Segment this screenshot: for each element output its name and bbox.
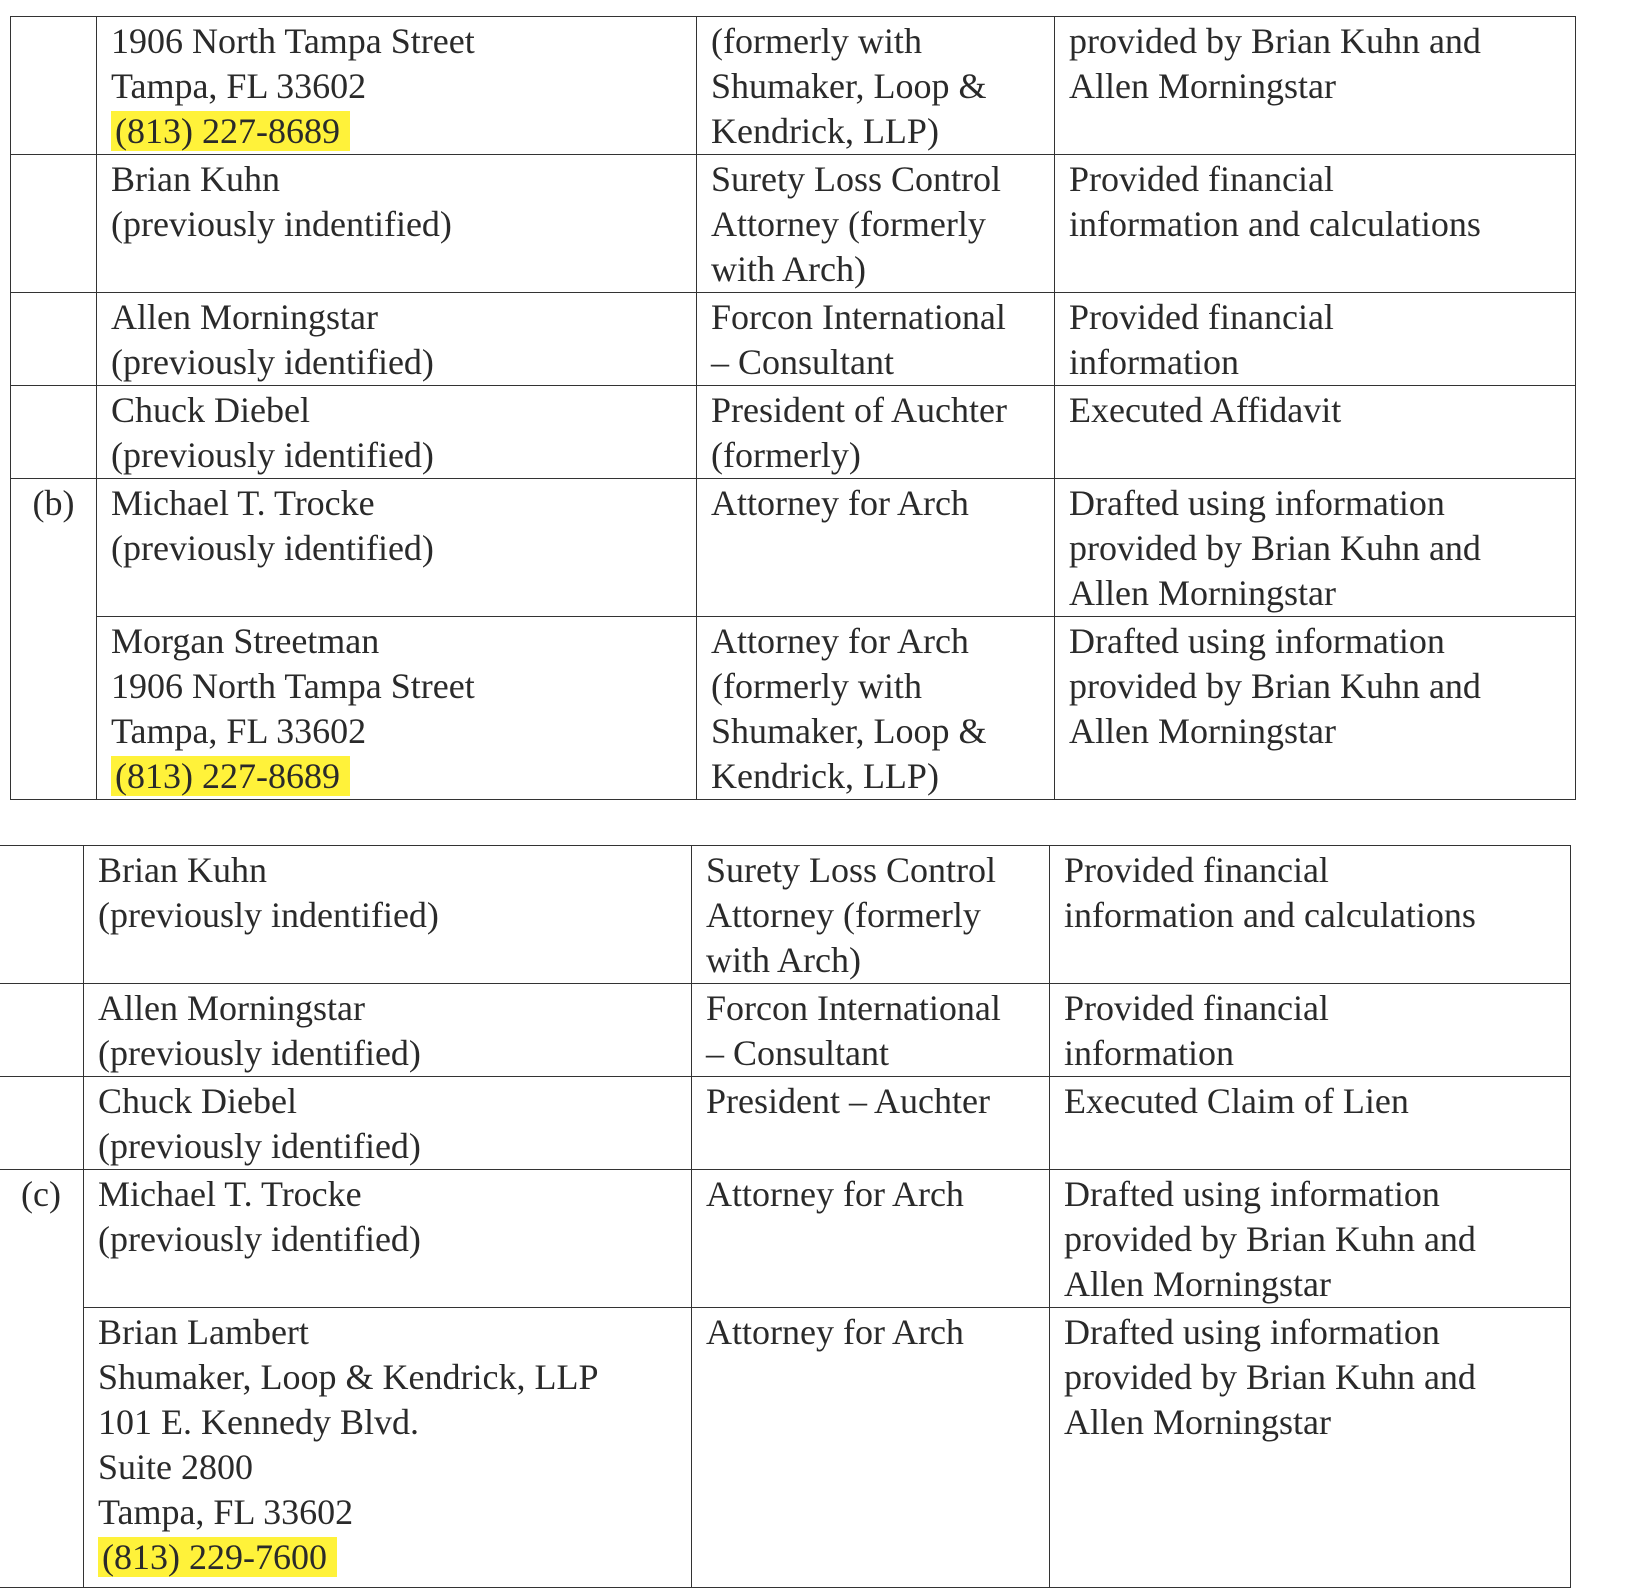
role-cell [692,846,1050,984]
name-line: Allen Morningstar [98,988,365,1028]
table-row [11,479,1576,617]
contribution-cell [1055,293,1576,386]
name-line: Morgan Streetman [111,621,380,661]
role-cell [697,386,1055,479]
name-line: Chuck Diebel [111,390,310,430]
role-line: Surety Loss Control [706,850,997,890]
role-cell [692,984,1050,1077]
contribution-cell [1055,155,1576,293]
name-line: Michael T. Trocke [98,1174,362,1214]
row-label-cell [0,984,84,1077]
contribution-line: Provided financial [1069,297,1334,337]
table-row [0,1308,1571,1588]
contribution-line: information and calculations [1069,204,1481,244]
contribution-cell [1055,479,1576,617]
role-line: Shumaker, Loop & [711,66,987,106]
contribution-cell [1055,617,1576,800]
table-row [11,293,1576,386]
name-line: 101 E. Kennedy Blvd. [98,1402,419,1442]
role-line: (formerly) [711,435,861,475]
name-cell [84,1077,692,1170]
contribution-line: Executed Claim of Lien [1064,1081,1409,1121]
phone-number-highlighted: (813) 227-8689 [111,756,350,796]
name-line: Chuck Diebel [98,1081,297,1121]
role-cell [692,1308,1050,1588]
role-line: Shumaker, Loop & [711,711,987,751]
contribution-cell [1055,17,1576,155]
contribution-line: Allen Morningstar [1069,711,1336,751]
row-label-cell [11,386,97,479]
table-row [11,386,1576,479]
role-line: Attorney for Arch [706,1174,964,1214]
role-line: (formerly with [711,666,922,706]
phone-number-highlighted: (813) 227-8689 [111,111,350,151]
table-row [11,155,1576,293]
name-line: Tampa, FL 33602 [111,711,367,751]
contribution-line: Provided financial [1069,159,1334,199]
table-row [11,617,1576,800]
name-line: 1906 North Tampa Street [111,21,475,61]
name-line: (previously identified) [111,435,434,475]
witness-table-top [10,16,1576,800]
role-line: (formerly with [711,21,922,61]
role-cell [697,479,1055,617]
contribution-line: provided by Brian Kuhn and [1069,21,1481,61]
name-line: (previously identified) [98,1126,421,1166]
role-line: Attorney (formerly [711,204,986,244]
row-label-cell [11,17,97,155]
name-cell [97,479,697,617]
row-label-cell [11,293,97,386]
name-line: (previously identified) [98,1033,421,1073]
contribution-line: information [1064,1033,1234,1073]
role-line: – Consultant [711,342,895,382]
name-cell [97,617,697,800]
contribution-line: Executed Affidavit [1069,390,1342,430]
name-cell [97,293,697,386]
name-line: Brian Lambert [98,1312,309,1352]
role-line: President of Auchter [711,390,1007,430]
role-line: Forcon International [706,988,1001,1028]
name-cell [84,984,692,1077]
name-line: Tampa, FL 33602 [98,1492,354,1532]
row-label-cell [0,846,84,984]
table-row [11,17,1576,155]
name-line: Allen Morningstar [111,297,378,337]
table-row [0,1077,1571,1170]
contribution-line: information [1069,342,1239,382]
contribution-cell [1050,846,1571,984]
name-cell [84,1308,692,1588]
name-line: Shumaker, Loop & Kendrick, LLP [98,1357,599,1397]
contribution-line: provided by Brian Kuhn and [1069,666,1481,706]
role-line: Surety Loss Control [711,159,1002,199]
name-line: Suite 2800 [98,1447,254,1487]
table-row [0,984,1571,1077]
role-line: Kendrick, LLP) [711,756,939,796]
name-line: (previously identified) [111,528,434,568]
contribution-line: information and calculations [1064,895,1476,935]
role-cell [697,617,1055,800]
section-label-c: (c) [0,1170,84,1588]
contribution-line: provided by Brian Kuhn and [1064,1219,1476,1259]
role-cell [692,1077,1050,1170]
contribution-cell [1050,984,1571,1077]
table-row [0,1170,1571,1308]
contribution-line: Drafted using information [1069,483,1445,523]
name-cell [97,155,697,293]
role-cell [697,155,1055,293]
contribution-cell [1055,386,1576,479]
name-line: (previously indentified) [98,895,439,935]
section-label-b: (b) [11,479,97,800]
contribution-line: Allen Morningstar [1069,573,1336,613]
role-line: with Arch) [706,940,861,980]
role-line: with Arch) [711,249,866,289]
name-cell [97,386,697,479]
contribution-cell [1050,1077,1571,1170]
contribution-line: Allen Morningstar [1069,66,1336,106]
contribution-cell [1050,1170,1571,1308]
role-line: Forcon International [711,297,1006,337]
table-row [0,846,1571,984]
role-cell [697,17,1055,155]
contribution-line: provided by Brian Kuhn and [1064,1357,1476,1397]
name-line: Tampa, FL 33602 [111,66,367,106]
name-cell [84,1170,692,1308]
role-line: Kendrick, LLP) [711,111,939,151]
contribution-line: Allen Morningstar [1064,1264,1331,1304]
role-line: – Consultant [706,1033,890,1073]
name-cell [97,17,697,155]
contribution-line: Drafted using information [1064,1312,1440,1352]
witness-table-bottom [0,845,1571,1588]
row-label-cell [0,1077,84,1170]
name-line: (previously identified) [111,342,434,382]
role-line: Attorney for Arch [711,483,969,523]
name-line: (previously indentified) [111,204,452,244]
role-line: Attorney (formerly [706,895,981,935]
name-cell [84,846,692,984]
role-cell [697,293,1055,386]
row-label-cell [11,155,97,293]
role-line: Attorney for Arch [706,1312,964,1352]
contribution-line: Drafted using information [1069,621,1445,661]
name-line: 1906 North Tampa Street [111,666,475,706]
role-line: President – Auchter [706,1081,990,1121]
name-line: Brian Kuhn [111,159,280,199]
contribution-line: Allen Morningstar [1064,1402,1331,1442]
contribution-line: provided by Brian Kuhn and [1069,528,1481,568]
contribution-cell [1050,1308,1571,1588]
name-line: Michael T. Trocke [111,483,375,523]
name-line: (previously identified) [98,1219,421,1259]
contribution-line: Provided financial [1064,988,1329,1028]
role-line: Attorney for Arch [711,621,969,661]
phone-number-highlighted: (813) 229-7600 [98,1537,337,1577]
contribution-line: Drafted using information [1064,1174,1440,1214]
name-line: Brian Kuhn [98,850,267,890]
contribution-line: Provided financial [1064,850,1329,890]
role-cell [692,1170,1050,1308]
